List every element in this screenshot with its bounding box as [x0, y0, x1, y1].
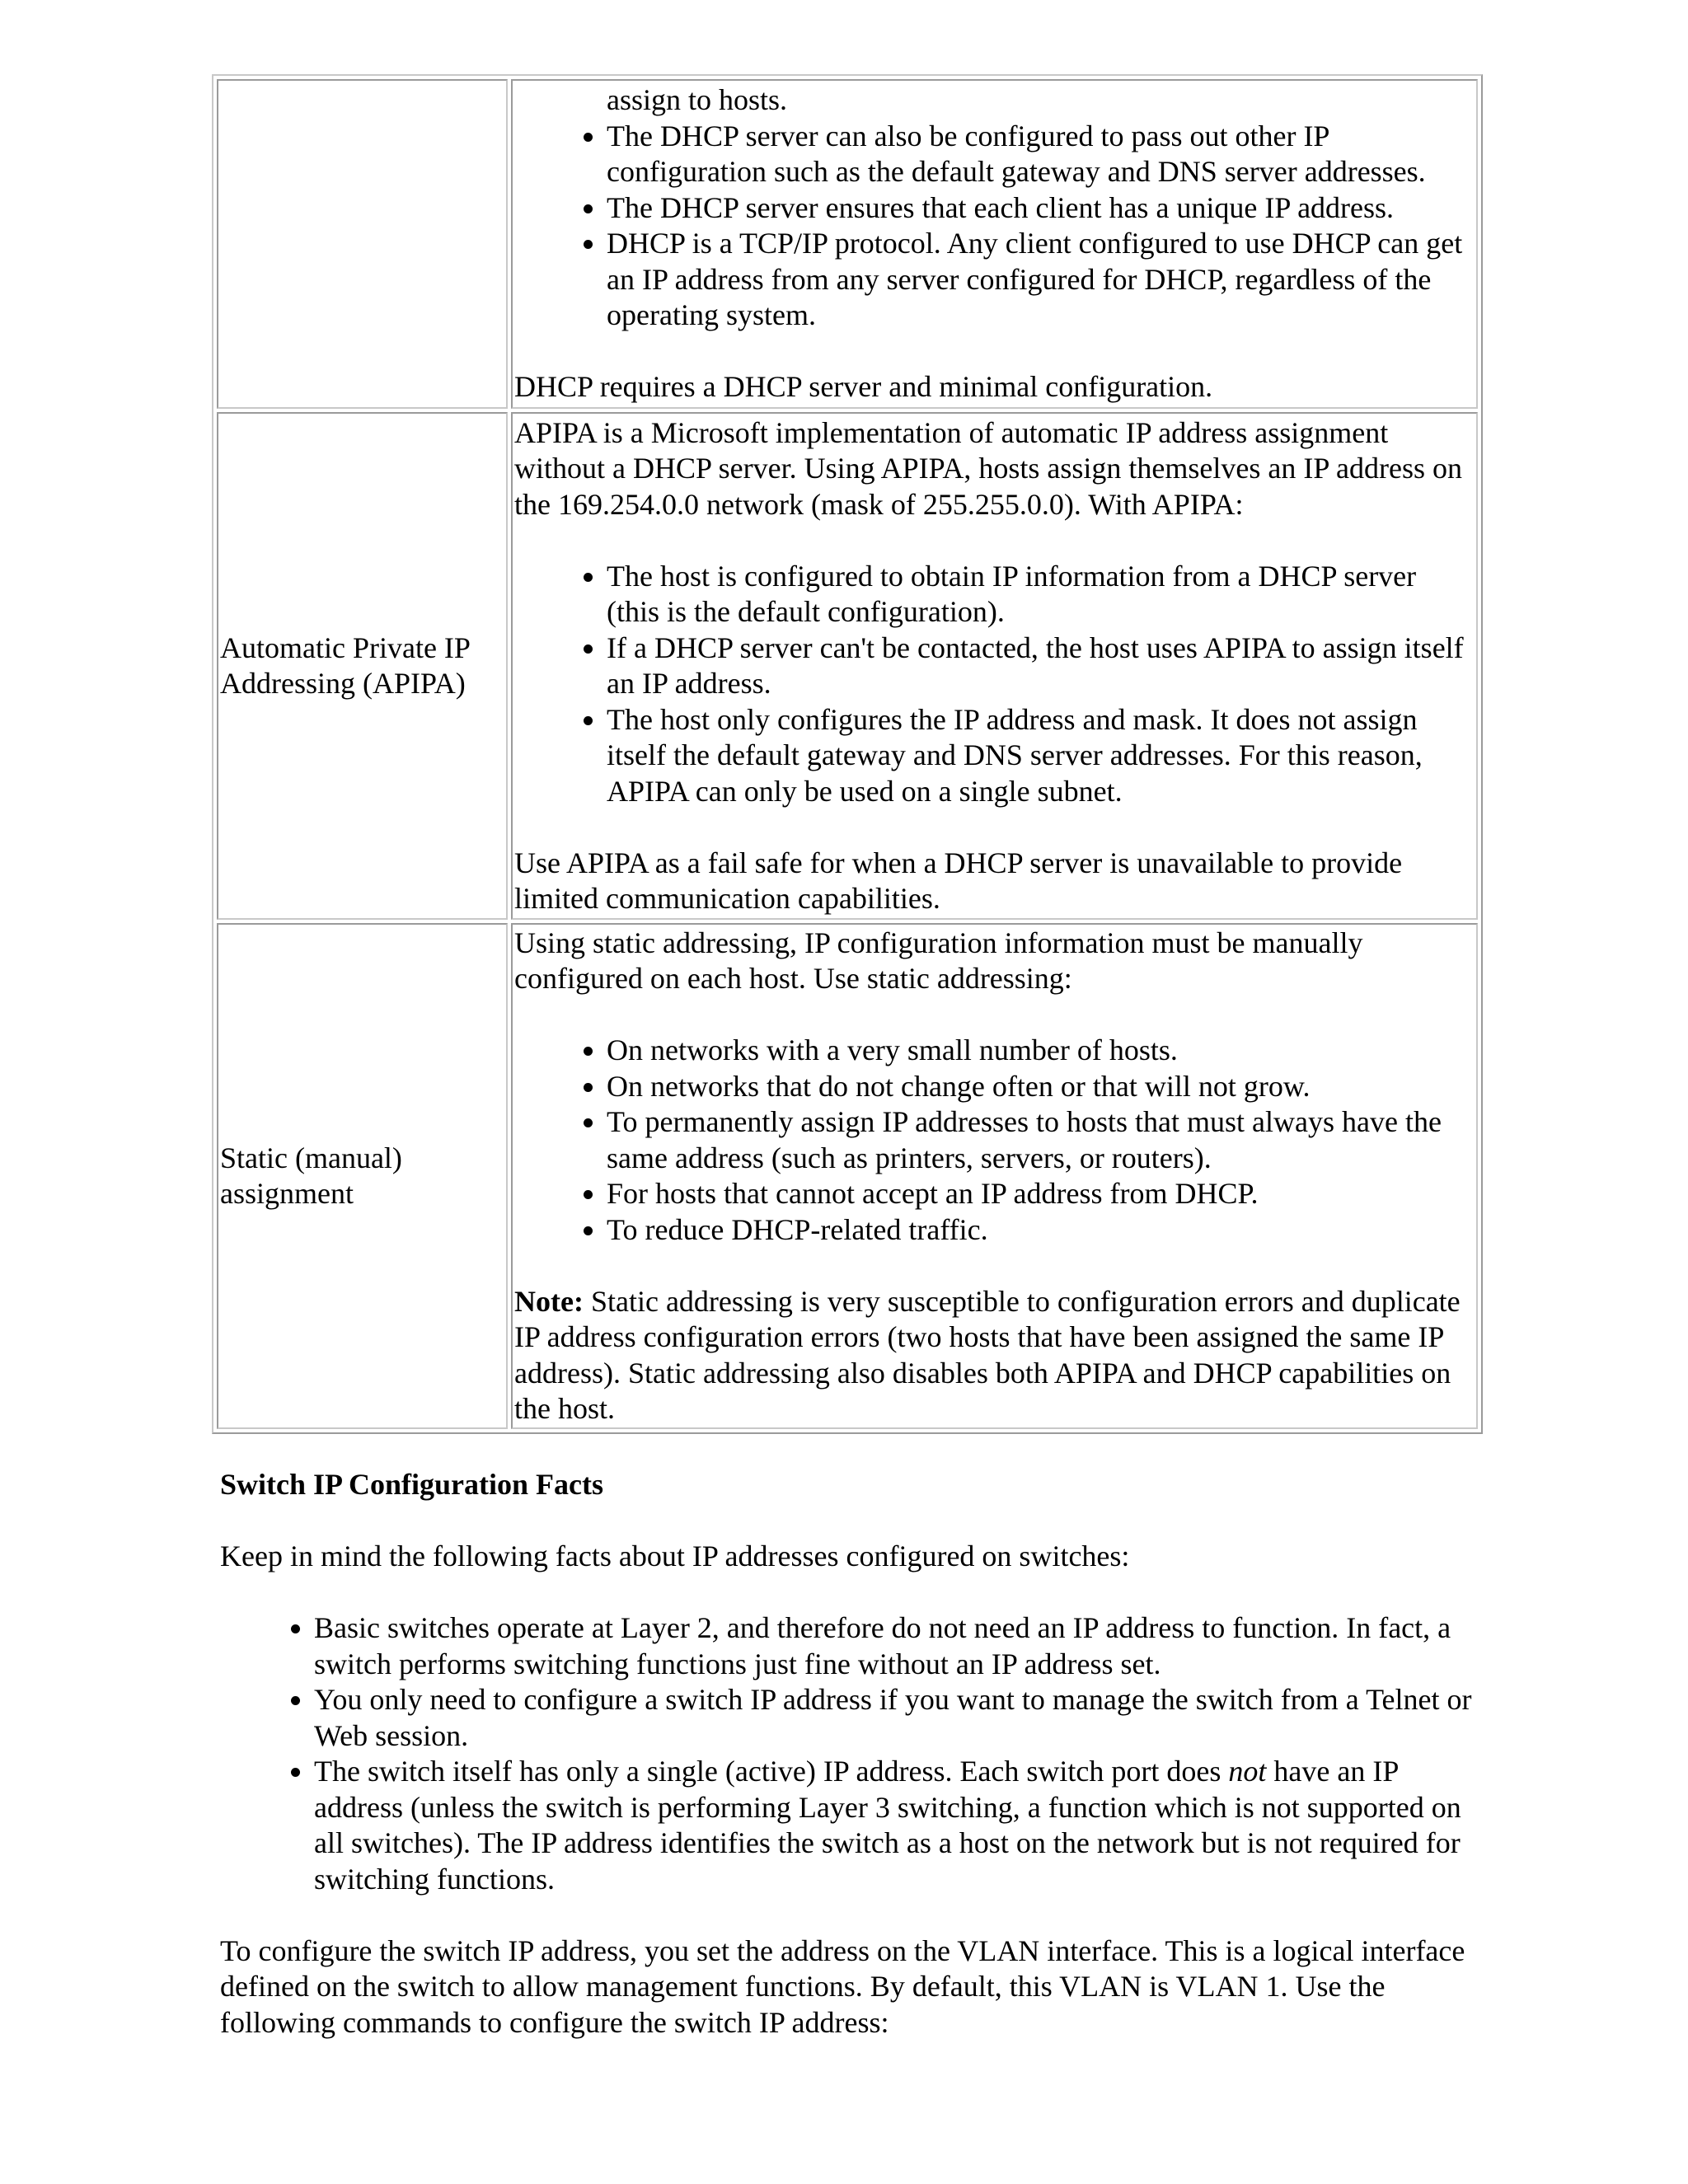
table-row-static: [217, 923, 1478, 1429]
list-item: • The host only configures the IP address and mask. It does not assign itself the default gateway and DNS server addresses. For this reason, APIPA can only be used on a single subnet.: [607, 702, 1475, 810]
list-item-text: have an IP address (unless the switch is performing Layer 3 switching, a function which is not supported on all switches). The IP address identifies the switch as a host on the network but is not required for switching functions.: [314, 1755, 1461, 1896]
apipa-closing-text: Use APIPA as a fail safe for when a DHCP server is unavailable to provide limited communication capabilities.: [514, 846, 1403, 915]
list-item: • On networks with a very small number of hosts.: [607, 1033, 1475, 1069]
list-item: [314, 1754, 1489, 1897]
section-closing: To configure the switch IP address, you set the address on the VLAN interface. This is a logical interface defined on the switch to allow management functions. By default, this VLAN is VLAN 1. Use the following commands to configure the switch IP address:: [220, 1933, 1465, 2039]
apipa-bullet-list: [514, 559, 1475, 810]
method-name-cell: Static (manual) assignment: [217, 923, 508, 1429]
dhcp-bullet-list: [514, 82, 1475, 119]
note-label: Note:: [514, 1284, 584, 1318]
addressing-methods-table: [212, 74, 1483, 1434]
list-item: • On networks that do not change often or that will not grow.: [607, 1069, 1475, 1105]
note-body: Static addressing is very susceptible to configuration errors and duplicate IP address configuration errors (two hosts that have been assigned the same IP address). Static addressing also disables both APIPA and DHCP capabilities on the host.: [514, 1284, 1461, 1425]
static-note-text: [514, 1284, 1475, 1427]
method-description-cell: [511, 412, 1478, 920]
list-item: • To reduce DHCP-related traffic.: [607, 1212, 1475, 1249]
list-item: • If a DHCP server can't be contacted, the host uses APIPA to assign itself an IP address.: [607, 630, 1475, 702]
list-item: • You only need to configure a switch IP address if you want to manage the switch from a Telnet or Web session.: [314, 1682, 1489, 1754]
static-bullet-list: [514, 1033, 1475, 1248]
method-name-cell: [217, 79, 508, 409]
section-heading: Switch IP Configuration Facts: [220, 1468, 604, 1501]
switch-facts-list: [220, 1610, 1489, 1897]
method-description-cell: [511, 79, 1478, 409]
list-item-continuation: assign to hosts.: [607, 83, 788, 117]
dhcp-bullet-list: [514, 119, 1475, 334]
list-item: • Basic switches operate at Layer 2, and therefore do not need an IP address to function. In fact, a switch performs switching functions just fine without an IP address set.: [314, 1610, 1489, 1682]
static-intro-text: Using static addressing, IP configuration information must be manually configured on each host. Use static addressing:: [514, 926, 1363, 995]
table-row-dhcp: [217, 79, 1478, 409]
method-name-cell: Automatic Private IP Addressing (APIPA): [217, 412, 508, 920]
dhcp-closing-text: DHCP requires a DHCP server and minimal configuration.: [514, 370, 1213, 404]
list-item-text: The switch itself has only a single (active) IP address. Each switch port does: [314, 1755, 1229, 1788]
list-item: • For hosts that cannot accept an IP address from DHCP.: [607, 1176, 1475, 1212]
apipa-intro-text: APIPA is a Microsoft implementation of automatic IP address assignment without a DHCP server. Using APIPA, hosts assign themselves an IP address on the 169.254.0.0 network (mask of 255.255.0.0). With APIPA:: [514, 415, 1462, 521]
list-item: • DHCP is a TCP/IP protocol. Any client configured to use DHCP can get an IP address from any server configured for DHCP, regardless of the operating system.: [607, 226, 1475, 334]
table-row-apipa: [217, 412, 1478, 920]
list-item: • The host is configured to obtain IP information from a DHCP server (this is the default configuration).: [607, 559, 1475, 630]
section-intro: Keep in mind the following facts about IP addresses configured on switches:: [220, 1540, 1130, 1572]
emphasis-text: not: [1228, 1755, 1267, 1788]
list-item: • The DHCP server ensures that each client has a unique IP address.: [607, 190, 1475, 227]
list-item: • The DHCP server can also be configured to pass out other IP configuration such as the default gateway and DNS server addresses.: [607, 119, 1475, 190]
list-item: • To permanently assign IP addresses to hosts that must always have the same address (such as printers, servers, or routers).: [607, 1104, 1475, 1176]
method-description-cell: [511, 923, 1478, 1429]
switch-ip-section: [220, 1467, 1489, 2041]
